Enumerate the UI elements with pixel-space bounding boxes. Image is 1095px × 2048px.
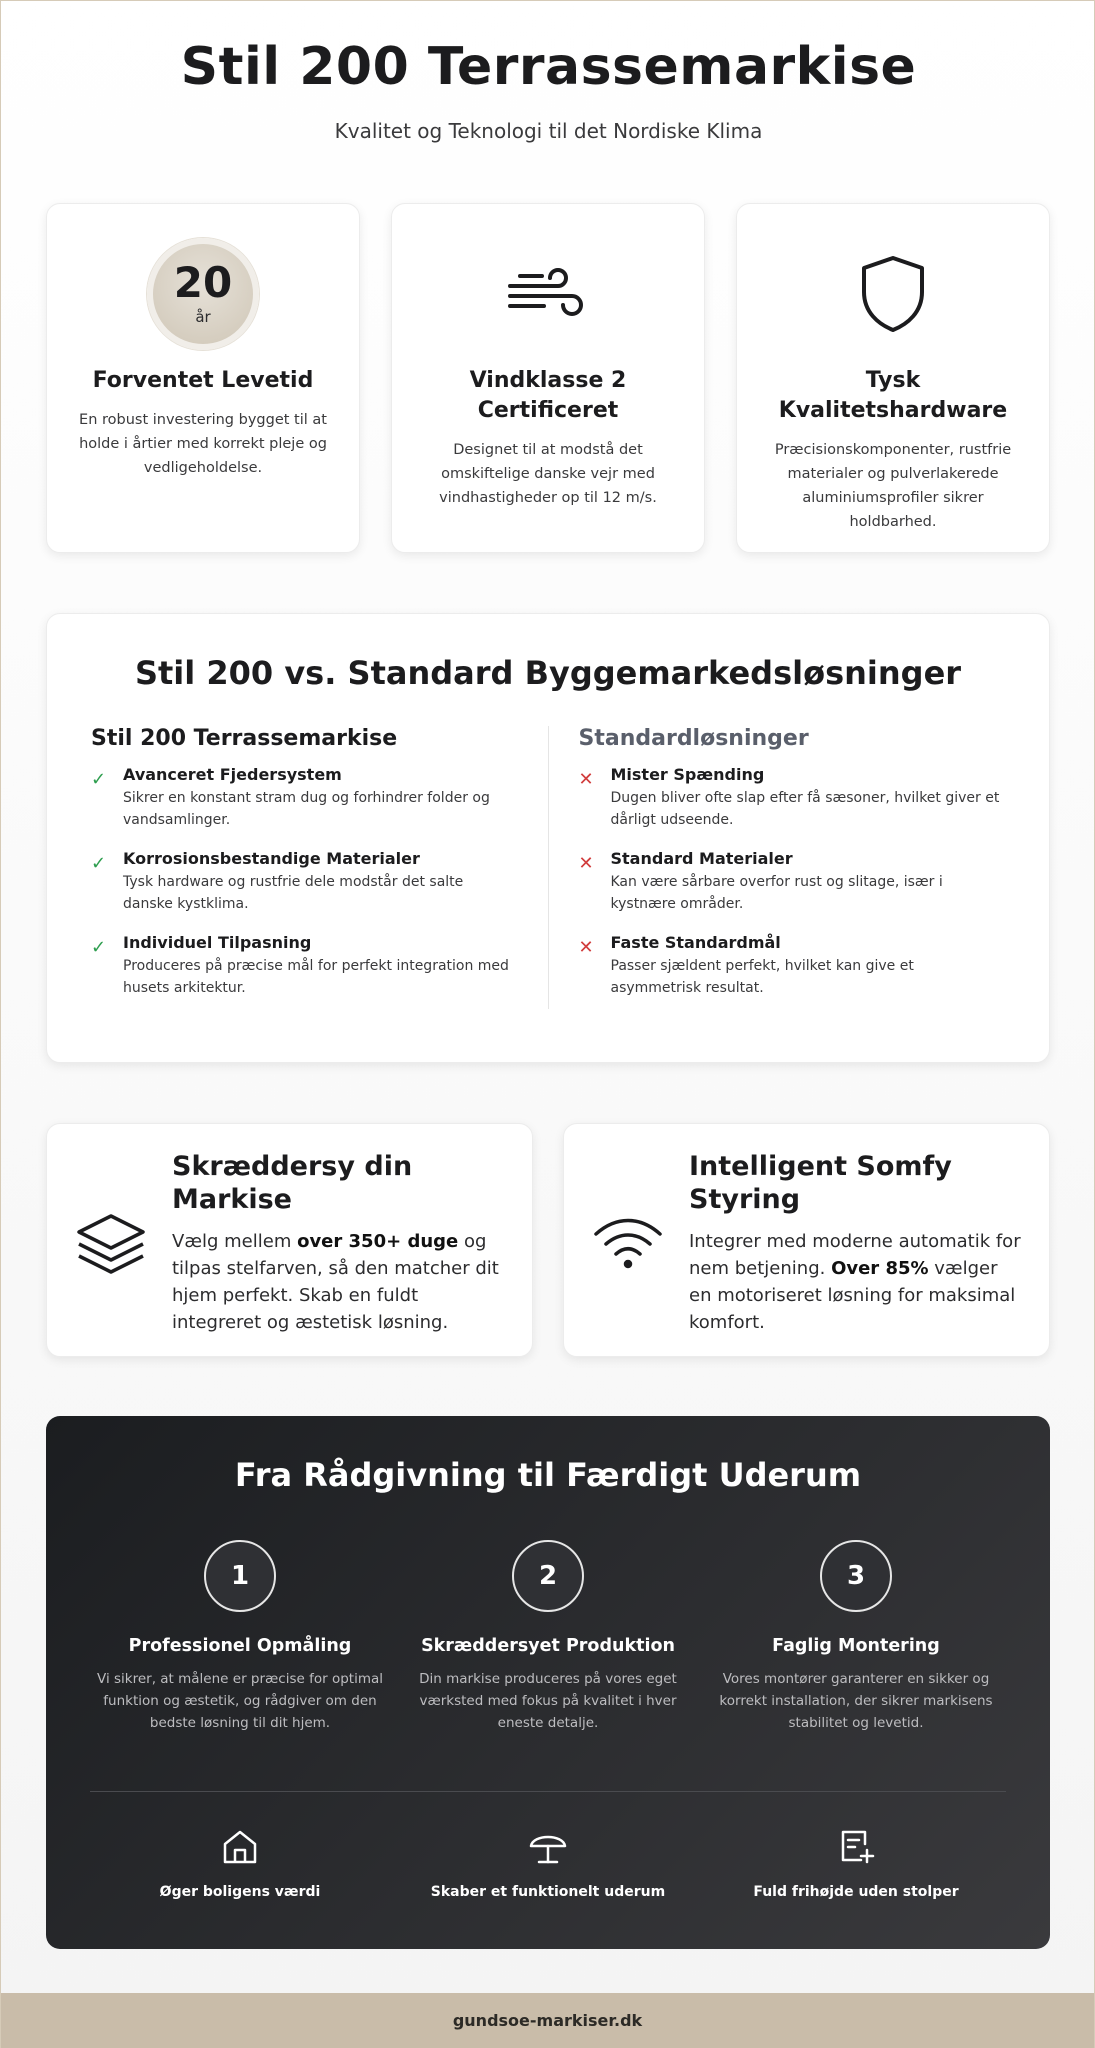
item-title: Faste Standardmål [610,933,781,952]
column-heading: Stil 200 Terrassemarkise [91,726,398,751]
infographic-page [1,1,1095,1993]
feature-title: Tysk Kvalitetshardware [778,368,1008,423]
process-step [394,1540,702,1734]
box-text [172,1228,506,1336]
box-text [689,1228,1023,1336]
comparison-column-stil200 [91,726,549,1009]
cross-icon: ✕ [578,853,594,874]
item-text: Tysk hardware og rustfrie dele modstår det salte danske kystklima. [123,874,464,912]
benefit-item [394,1826,702,1900]
item-title: Avanceret Fjedersystem [123,765,342,784]
feature-title: Vindklasse 2 Certificeret [469,368,627,423]
comparison-column-standard [549,726,1006,1009]
process-title: Fra Rådgivning til Færdigt Uderum [234,1456,862,1494]
comparison-card [46,613,1050,1063]
item-text: Sikrer en konstant stram dug og forhindrer folder og vandsamlinger. [123,790,490,828]
wifi-icon [590,1204,666,1280]
feature-card-wind [391,203,705,553]
list-item [91,933,518,1009]
umbrella-icon [527,1826,569,1868]
wind-icon [506,262,590,326]
section-divider [90,1791,1006,1792]
benefit-label: Skaber et funktionelt uderum [430,1884,666,1900]
badge-number: 20 [173,258,233,307]
page-title: Stil 200 Terrassemarkise [180,37,917,97]
somfy-card [563,1123,1050,1357]
lifetime-badge-icon [147,238,259,350]
box-title: Intelligent Somfy Styring [689,1151,952,1215]
feature-card-lifetime [46,203,360,553]
step-title: Faglig Montering [772,1636,940,1656]
benefit-label: Øger boligens værdi [159,1884,321,1900]
badge-unit: år [195,308,211,326]
step-text: Din markise produceres på vores eget værksted med fokus på kvalitet i hver eneste detalje. [419,1671,677,1731]
step-title: Professionel Opmåling [128,1636,352,1656]
step-text: Vores montører garanterer en sikker og korrekt installation, der sikrer markisens stabilitet og levetid. [719,1671,993,1731]
item-text: Passer sjældent perfekt, hvilket kan give et asymmetrisk resultat. [610,958,914,996]
feature-card-hardware [736,203,1050,553]
check-icon: ✓ [91,937,107,958]
step-number: 1 [204,1540,276,1612]
item-text: Kan være sårbare overfor rust og slitage, især i kystnære områder. [610,874,943,912]
box-title: Skræddersy din Markise [172,1151,413,1215]
item-title: Individuel Tilpasning [123,933,312,952]
process-section [46,1416,1050,1949]
item-title: Korrosionsbestandige Materialer [123,849,420,868]
house-icon [219,1826,261,1868]
check-icon: ✓ [91,769,107,790]
header [1,37,1095,143]
list-item [579,933,1006,1009]
box-text-part: Vælg mellem [172,1231,298,1252]
step-number: 3 [820,1540,892,1612]
benefit-item [702,1826,1010,1900]
list-item [91,765,518,841]
box-text-part: vælger en motoriseret løsning for maksimal komfort. [689,1258,1016,1333]
footer-url: gundsoe-markiser.dk [452,2011,643,2030]
item-title: Standard Materialer [610,849,793,868]
feature-title: Forventet Levetid [92,368,314,393]
cross-icon: ✕ [578,769,594,790]
box-text-highlight: Over 85% [831,1258,929,1279]
box-text-part: og tilpas stelfarven, så den matcher dit hjem perfekt. Skab en fuldt integreret og æstetisk løsning. [172,1231,499,1333]
item-text: Produceres på præcise mål for perfekt integration med husets arkitektur. [123,958,509,996]
step-number: 2 [512,1540,584,1612]
step-title: Skræddersyet Produktion [421,1636,675,1656]
document-plus-icon [835,1826,877,1868]
process-step [702,1540,1010,1734]
box-text-highlight: over 350+ duge [297,1231,459,1252]
box-text-part: Integrer med moderne automatik for nem betjening. [689,1231,1021,1279]
feature-text: En robust investering bygget til at holde i årtier med korrekt pleje og vedligeholdelse. [79,412,327,476]
item-title: Mister Spænding [610,765,765,784]
feature-text: Designet til at modstå det omskiftelige danske vejr med vindhastigheder op til 12 m/s. [439,442,657,506]
cross-icon: ✕ [578,937,594,958]
list-item [579,849,1006,925]
footer [1,1993,1094,2048]
benefit-item [86,1826,394,1900]
item-text: Dugen bliver ofte slap efter få sæsoner, hvilket giver et dårligt udseende. [610,790,1000,828]
feature-text: Præcisionskomponenter, rustfrie materialer og pulverlakerede aluminiumsprofiler sikrer holdbarhed. [774,442,1012,530]
benefit-label: Fuld frihøjde uden stolper [753,1884,959,1900]
list-item [579,765,1006,841]
shield-icon [858,254,928,334]
customize-card [46,1123,533,1357]
column-heading: Standardløsninger [578,726,809,751]
process-step [86,1540,394,1734]
comparison-title: Stil 200 vs. Standard Byggemarkedsløsninger [134,654,962,692]
page-subtitle: Kvalitet og Teknologi til det Nordiske Klima [334,119,763,143]
check-icon: ✓ [91,853,107,874]
step-text: Vi sikrer, at målene er præcise for optimal funktion og æstetik, og rådgiver om den bedste løsning til dit hjem. [97,1671,383,1731]
layers-icon [73,1204,149,1280]
list-item [91,849,518,925]
